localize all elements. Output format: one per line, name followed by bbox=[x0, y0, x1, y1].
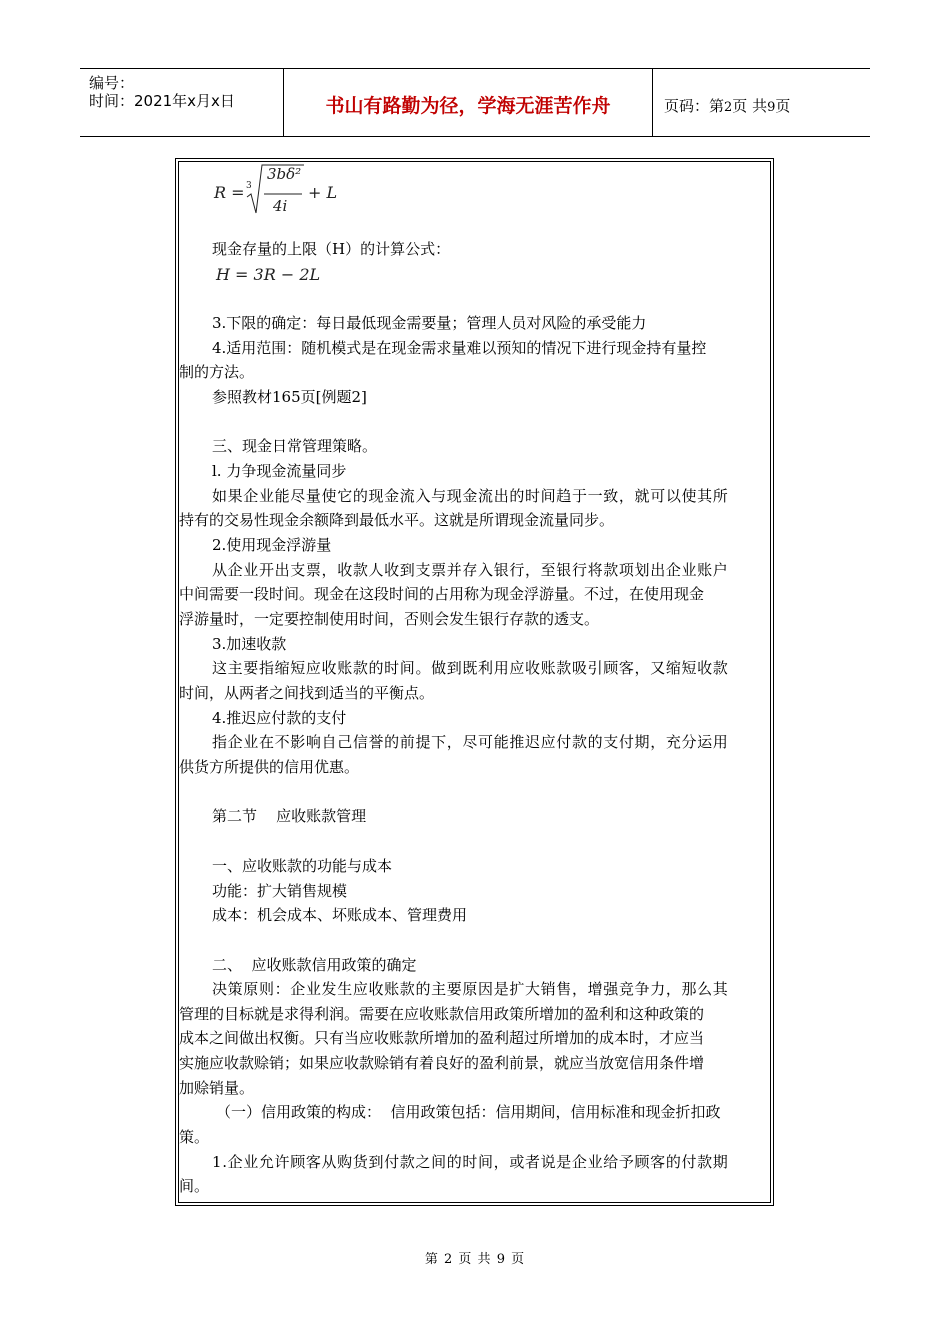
r-formula-denominator: 4i bbox=[273, 197, 288, 215]
h-formula: H = 3R − 2L bbox=[216, 265, 321, 284]
section-heading: 二、 应收账款信用政策的确定 bbox=[212, 956, 417, 974]
h-formula-title: 现金存量的上限（H）的计算公式： bbox=[212, 240, 451, 258]
header-motto-cell bbox=[284, 69, 653, 136]
text-line: 供货方所提供的信用优惠。 bbox=[179, 758, 360, 776]
section-heading: 三、现金日常管理策略。 bbox=[212, 437, 378, 455]
text-line: 中间需要一段时间。现金在这段时间的占用称为现金浮游量。不过，在使用现金 bbox=[179, 585, 705, 603]
text-line: 持有的交易性现金余额降到最低水平。这就是所谓现金流量同步。 bbox=[179, 511, 615, 529]
subsection-heading: 2.使用现金浮游量 bbox=[212, 536, 332, 554]
text-line: 这主要指缩短应收账款的时间。做到既利用应收账款吸引顾客，又缩短收款 bbox=[212, 659, 729, 677]
r-formula-tail: + L bbox=[308, 183, 338, 202]
text-line: （一）信用政策的构成： 信用政策包括：信用期间，信用标准和现金折扣政 bbox=[216, 1103, 721, 1121]
text-line: 成本：机会成本、坏账成本、管理费用 bbox=[212, 906, 468, 924]
page-header bbox=[80, 68, 870, 137]
text-line: 1.企业允许顾客从购货到付款之间的时间，或者说是企业给予顾客的付款期 bbox=[212, 1153, 729, 1171]
text-line: 决策原则：企业发生应收账款的主要原因是扩大销售，增强竞争力，那么其 bbox=[212, 980, 729, 998]
page-total: 9 bbox=[767, 100, 776, 115]
page-label-suffix: 页 bbox=[775, 97, 791, 115]
document-number-label: 编号： bbox=[89, 74, 135, 92]
text-line: 3.下限的确定：每日最低现金需要量；管理人员对风险的承受能力 bbox=[212, 314, 647, 332]
text-line: 指企业在不影响自己信誉的前提下，尽可能推迟应付款的支付期，充分运用 bbox=[212, 733, 729, 751]
header-motto: 书山有路勤为径，学海无涯苦作舟 bbox=[325, 95, 611, 117]
text-line: 4.适用范围：随机模式是在现金需求量难以预知的情况下进行现金持有量控 bbox=[212, 339, 707, 357]
text-line: 参照教材165页[例题2] bbox=[212, 388, 367, 406]
text-line: 从企业开出支票，收款人收到支票并存入银行，至银行将款项划出企业账户 bbox=[212, 561, 729, 579]
text-line: 实施应收款赊销；如果应收款赊销有着良好的盈利前景，就应当放宽信用条件增 bbox=[179, 1054, 705, 1072]
page-footer: 第 2 页 共 9 页 bbox=[424, 1252, 526, 1267]
page-label-prefix: 页码：第 bbox=[664, 97, 725, 115]
text-line: 加赊销量。 bbox=[179, 1079, 255, 1097]
text-line: 管理的目标就是求得利润。需要在应收账款信用政策所增加的盈利和这种政策的 bbox=[179, 1005, 705, 1023]
document-date: 时间：2021年x月x日 bbox=[89, 92, 235, 110]
r-formula-numerator: 3bδ² bbox=[267, 165, 302, 183]
r-formula-lhs: R = bbox=[214, 183, 245, 202]
page-label-mid: 页 共 bbox=[732, 97, 768, 115]
content-box bbox=[175, 158, 774, 1206]
r-formula-root-index: 3 bbox=[246, 181, 252, 191]
header-meta bbox=[80, 69, 284, 136]
text-line: 制的方法。 bbox=[179, 363, 255, 381]
text-line: 时间，从两者之间找到适当的平衡点。 bbox=[179, 684, 435, 702]
text-line: 功能：扩大销售规模 bbox=[212, 882, 348, 900]
text-line: 间。 bbox=[179, 1177, 210, 1195]
text-line: 成本之间做出权衡。只有当应收账款所增加的盈利超过所增加的成本时，才应当 bbox=[179, 1029, 705, 1047]
text-line: 策。 bbox=[179, 1128, 210, 1146]
text-line: 浮游量时，一定要控制使用时间，否则会发生银行存款的透支。 bbox=[179, 610, 600, 628]
header-page-indicator bbox=[664, 95, 790, 116]
subsection-heading: l. 力争现金流量同步 bbox=[212, 462, 347, 480]
page-current: 2 bbox=[724, 100, 733, 115]
section-title: 第二节 应收账款管理 bbox=[212, 807, 367, 825]
text-line: 如果企业能尽量使它的现金流入与现金流出的时间趋于一致，就可以使其所 bbox=[212, 487, 729, 505]
subsection-heading: 4.推迟应付款的支付 bbox=[212, 709, 347, 727]
subsection-heading: 3.加速收款 bbox=[212, 635, 287, 653]
section-heading: 一、应收账款的功能与成本 bbox=[212, 857, 393, 875]
